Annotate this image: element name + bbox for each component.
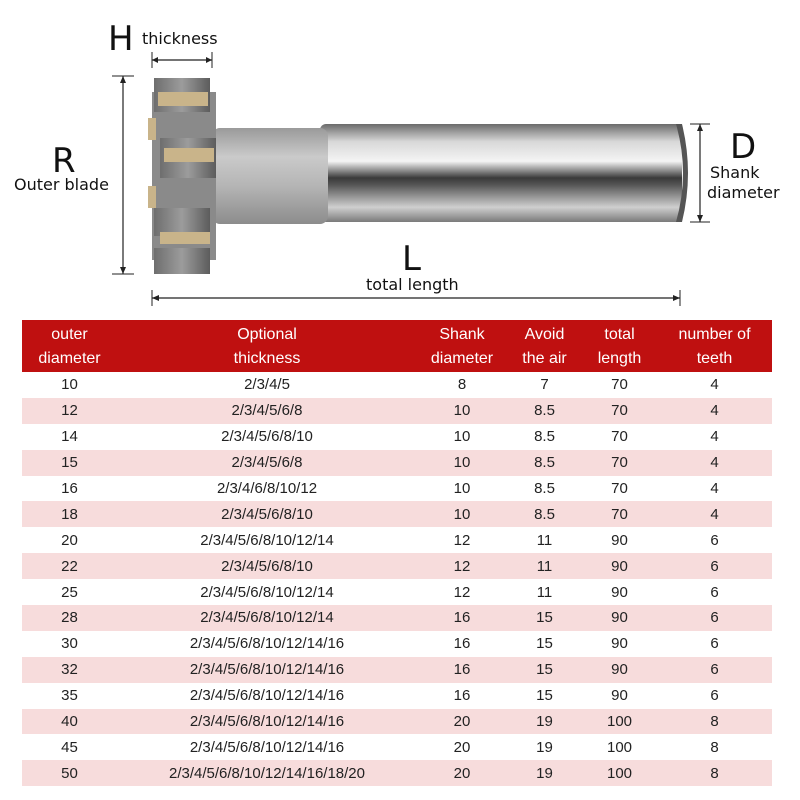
cell-shank-diameter: 16	[417, 657, 507, 683]
cell-avoid-the-air: 19	[507, 709, 582, 735]
cell-total-length: 100	[582, 760, 657, 786]
cell-optional-thickness: 2/3/4/5/6/8/10/12/14	[117, 605, 417, 631]
table-row	[22, 398, 772, 424]
table-row	[22, 501, 772, 527]
cell-outer-diameter: 18	[22, 501, 117, 527]
cell-shank-diameter: 20	[417, 734, 507, 760]
cell-optional-thickness: 2/3/4/5/6/8	[117, 450, 417, 476]
cell-shank-diameter: 12	[417, 527, 507, 553]
total-length-dimension	[152, 239, 680, 306]
table-row	[22, 450, 772, 476]
cell-total-length: 90	[582, 579, 657, 605]
cell-avoid-the-air: 8.5	[507, 398, 582, 424]
cell-shank-diameter: 10	[417, 424, 507, 450]
spec-table-body	[22, 372, 772, 786]
cell-number-of-teeth: 6	[657, 553, 772, 579]
cell-avoid-the-air: 7	[507, 372, 582, 398]
cell-outer-diameter: 16	[22, 476, 117, 502]
cell-outer-diameter: 50	[22, 760, 117, 786]
cell-optional-thickness: 2/3/4/5	[117, 372, 417, 398]
table-row	[22, 631, 772, 657]
h-label: thickness	[142, 29, 218, 48]
cell-number-of-teeth: 8	[657, 734, 772, 760]
cell-outer-diameter: 45	[22, 734, 117, 760]
header-avoid-the-air: Avoid the air	[507, 320, 582, 372]
d-label-diameter: diameter	[707, 183, 780, 202]
cell-avoid-the-air: 15	[507, 657, 582, 683]
cell-total-length: 90	[582, 631, 657, 657]
cell-shank-diameter: 16	[417, 631, 507, 657]
header-number-of-teeth: number of teeth	[657, 320, 772, 372]
cell-total-length: 70	[582, 398, 657, 424]
table-row	[22, 683, 772, 709]
cell-total-length: 90	[582, 527, 657, 553]
cell-optional-thickness: 2/3/4/6/8/10/12	[117, 476, 417, 502]
table-row	[22, 553, 772, 579]
cell-number-of-teeth: 6	[657, 631, 772, 657]
cell-shank-diameter: 12	[417, 553, 507, 579]
cell-number-of-teeth: 6	[657, 527, 772, 553]
cell-shank-diameter: 16	[417, 683, 507, 709]
cell-optional-thickness: 2/3/4/5/6/8	[117, 398, 417, 424]
table-row	[22, 579, 772, 605]
cell-number-of-teeth: 6	[657, 579, 772, 605]
table-row	[22, 372, 772, 398]
header-shank-diameter: Shank diameter	[417, 320, 507, 372]
cell-shank-diameter: 16	[417, 605, 507, 631]
cell-number-of-teeth: 6	[657, 657, 772, 683]
cell-optional-thickness: 2/3/4/5/6/8/10/12/14/16	[117, 734, 417, 760]
cell-optional-thickness: 2/3/4/5/6/8/10/12/14/16	[117, 657, 417, 683]
cell-outer-diameter: 32	[22, 657, 117, 683]
table-row	[22, 657, 772, 683]
cell-optional-thickness: 2/3/4/5/6/8/10/12/14/16	[117, 683, 417, 709]
cell-outer-diameter: 12	[22, 398, 117, 424]
table-row	[22, 709, 772, 735]
cell-shank-diameter: 20	[417, 760, 507, 786]
cell-optional-thickness: 2/3/4/5/6/8/10/12/14/16	[117, 631, 417, 657]
h-letter: H	[108, 19, 134, 59]
cell-outer-diameter: 30	[22, 631, 117, 657]
table-row	[22, 527, 772, 553]
cell-optional-thickness: 2/3/4/5/6/8/10/12/14/16/18/20	[117, 760, 417, 786]
cell-outer-diameter: 35	[22, 683, 117, 709]
neck	[212, 128, 328, 224]
l-label: total length	[366, 275, 459, 294]
cell-total-length: 90	[582, 657, 657, 683]
header-optional-thickness: Optional thickness	[117, 320, 417, 372]
table-header-row	[22, 320, 772, 372]
cell-total-length: 100	[582, 709, 657, 735]
cell-number-of-teeth: 6	[657, 605, 772, 631]
table-row	[22, 605, 772, 631]
cell-number-of-teeth: 8	[657, 760, 772, 786]
d-label-shank: Shank	[710, 163, 760, 182]
cell-total-length: 70	[582, 424, 657, 450]
cell-avoid-the-air: 8.5	[507, 476, 582, 502]
cell-optional-thickness: 2/3/4/5/6/8/10/12/14	[117, 579, 417, 605]
cell-avoid-the-air: 8.5	[507, 501, 582, 527]
d-letter: D	[730, 127, 757, 167]
cutter-diagram	[0, 0, 800, 310]
table-row	[22, 476, 772, 502]
cell-shank-diameter: 10	[417, 501, 507, 527]
shank	[320, 124, 682, 222]
cell-number-of-teeth: 4	[657, 372, 772, 398]
cell-number-of-teeth: 6	[657, 683, 772, 709]
cell-number-of-teeth: 4	[657, 398, 772, 424]
outer-blade-dimension	[14, 76, 134, 274]
cell-avoid-the-air: 19	[507, 734, 582, 760]
cell-optional-thickness: 2/3/4/5/6/8/10	[117, 501, 417, 527]
cell-avoid-the-air: 15	[507, 631, 582, 657]
r-letter: R	[52, 141, 76, 181]
cell-total-length: 70	[582, 476, 657, 502]
cell-avoid-the-air: 8.5	[507, 424, 582, 450]
cell-shank-diameter: 12	[417, 579, 507, 605]
table-row	[22, 424, 772, 450]
cell-total-length: 70	[582, 372, 657, 398]
cell-optional-thickness: 2/3/4/5/6/8/10/12/14	[117, 527, 417, 553]
cell-shank-diameter: 8	[417, 372, 507, 398]
cell-total-length: 90	[582, 553, 657, 579]
cell-number-of-teeth: 8	[657, 709, 772, 735]
cell-outer-diameter: 20	[22, 527, 117, 553]
cell-outer-diameter: 40	[22, 709, 117, 735]
table-row	[22, 734, 772, 760]
cell-outer-diameter: 14	[22, 424, 117, 450]
cell-outer-diameter: 25	[22, 579, 117, 605]
cell-optional-thickness: 2/3/4/5/6/8/10	[117, 424, 417, 450]
spec-table	[22, 320, 772, 786]
table-row	[22, 760, 772, 786]
cell-optional-thickness: 2/3/4/5/6/8/10	[117, 553, 417, 579]
cell-number-of-teeth: 4	[657, 424, 772, 450]
cell-total-length: 70	[582, 501, 657, 527]
cell-avoid-the-air: 15	[507, 683, 582, 709]
cell-total-length: 70	[582, 450, 657, 476]
cell-avoid-the-air: 11	[507, 553, 582, 579]
cell-number-of-teeth: 4	[657, 501, 772, 527]
r-label: Outer blade	[14, 175, 109, 194]
cell-outer-diameter: 10	[22, 372, 117, 398]
shank-diameter-dimension	[690, 124, 780, 222]
cell-number-of-teeth: 4	[657, 450, 772, 476]
cell-avoid-the-air: 15	[507, 605, 582, 631]
cell-outer-diameter: 15	[22, 450, 117, 476]
cell-total-length: 90	[582, 605, 657, 631]
cell-shank-diameter: 10	[417, 476, 507, 502]
cell-total-length: 90	[582, 683, 657, 709]
cell-optional-thickness: 2/3/4/5/6/8/10/12/14/16	[117, 709, 417, 735]
cell-outer-diameter: 22	[22, 553, 117, 579]
cell-shank-diameter: 20	[417, 709, 507, 735]
cell-total-length: 100	[582, 734, 657, 760]
cell-avoid-the-air: 8.5	[507, 450, 582, 476]
cell-avoid-the-air: 11	[507, 527, 582, 553]
cell-outer-diameter: 28	[22, 605, 117, 631]
cell-shank-diameter: 10	[417, 450, 507, 476]
cell-number-of-teeth: 4	[657, 476, 772, 502]
header-outer-diameter: outer diameter	[22, 320, 117, 372]
header-total-length: total length	[582, 320, 657, 372]
thickness-dimension	[108, 19, 218, 68]
cell-shank-diameter: 10	[417, 398, 507, 424]
cell-avoid-the-air: 19	[507, 760, 582, 786]
cell-avoid-the-air: 11	[507, 579, 582, 605]
l-letter: L	[402, 239, 421, 279]
